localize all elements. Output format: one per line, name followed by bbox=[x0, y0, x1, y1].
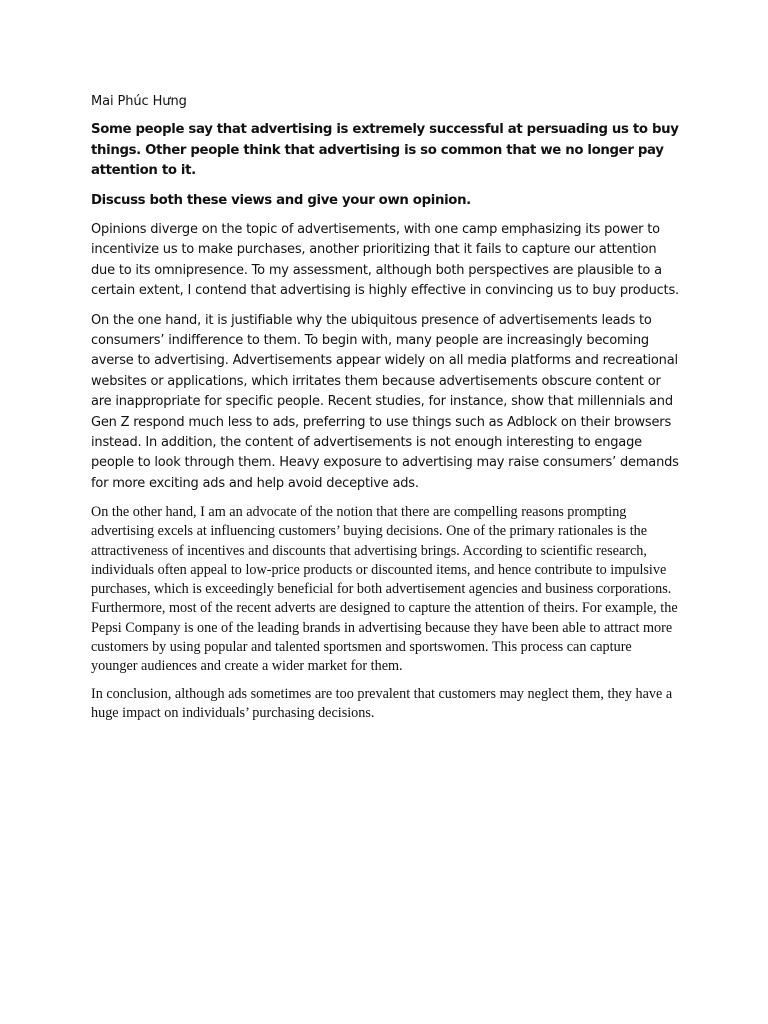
paragraph-conclusion: In conclusion, although ads sometimes are too prevalent that customers may neglect them, they have a huge impact on individuals’ purchasing decisions. bbox=[91, 686, 673, 722]
document-body bbox=[91, 92, 679, 733]
paragraph-introduction: Opinions diverge on the topic of advertisements, with one camp emphasizing its power to incentivize us to make purchases, another prioritizing that it fails to capture our attention due to its omnipresence. To my assessment, although both perspectives are plausible to a certain extent, I contend that advertising is highly effective in convincing us to buy products. bbox=[91, 222, 679, 299]
paragraph-body-2: On the other hand, I am an advocate of the notion that there are compelling reasons prompting advertising excels at influencing customers’ buying decisions. One of the primary rationales is the attractiveness of incentives and discounts that advertising brings. According to scientific research, individuals often appeal to low-price products or discounted items, and hence contribute to impulsive purchases, which is exceedingly beneficial for both advertisement agencies and business corporations. Furthermore, most of the recent adverts are designed to capture the attention of theirs. For example, the Pepsi Company is one of the leading brands in advertising because they have been able to attract more customers by using popular and talented sportsmen and sportswomen. This process can capture younger audiences and create a wider market for them. bbox=[91, 504, 678, 674]
paragraph-body-1: On the one hand, it is justifiable why the ubiquitous presence of advertisements leads to consumers’ indifference to them. To begin with, many people are increasingly becoming averse to advertising. Advertisements appear widely on all media platforms and recreational websites or applications, which irritates them because advertisements obscure content or are inappropriate for specific people. Recent studies, for instance, show that millennials and Gen Z respond much less to ads, preferring to use things such as Adblock on their browsers instead. In addition, the content of advertisements is not enough interesting to engage people to look through them. Heavy exposure to advertising may raise consumers’ demands for more exciting ads and help avoid deceptive ads. bbox=[91, 312, 679, 491]
essay-task: Discuss both these views and give your own opinion. bbox=[91, 192, 471, 208]
author-name: Mai Phúc Hưng bbox=[91, 94, 187, 109]
essay-prompt: Some people say that advertising is extremely successful at persuading us to buy things. Other people think that advertising is so common that we no longer pay attention to it. bbox=[91, 122, 679, 178]
